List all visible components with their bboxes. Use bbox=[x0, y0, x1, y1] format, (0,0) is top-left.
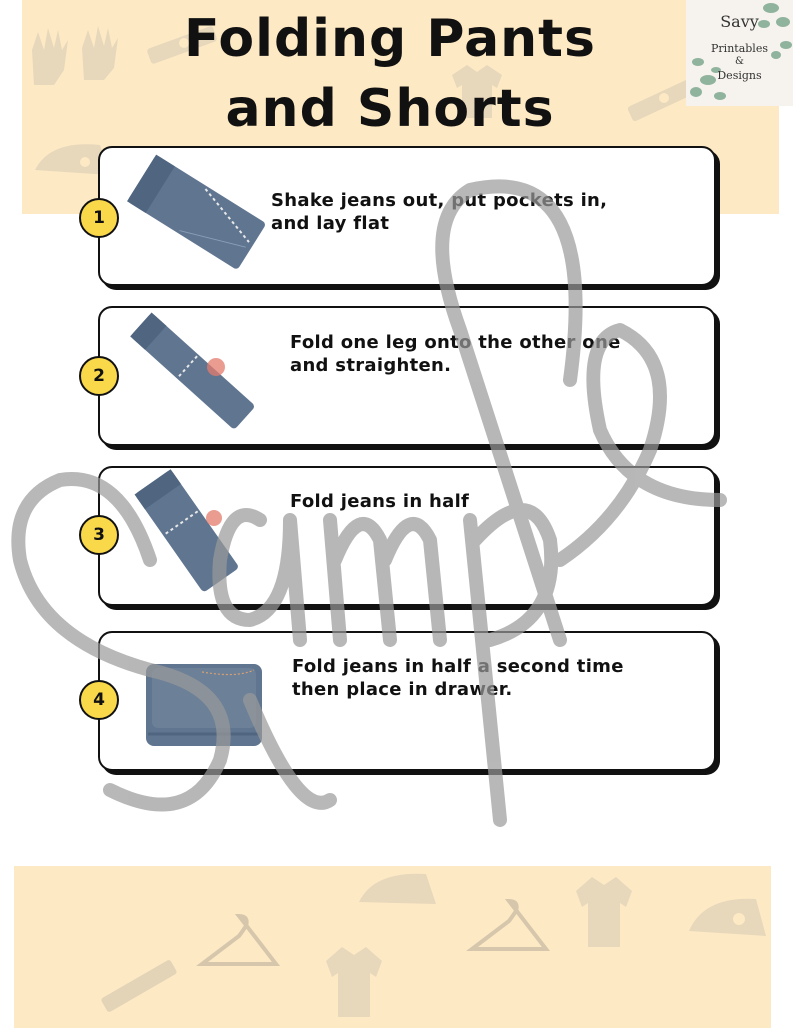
logo-line-3: & bbox=[735, 56, 744, 67]
title-line-1: Folding Pants bbox=[184, 9, 596, 69]
logo-line-4: Designs bbox=[717, 69, 762, 82]
jeans-laid-flat-icon bbox=[122, 150, 272, 275]
step-1-text bbox=[271, 189, 607, 235]
step-1-text-line-2: and lay flat bbox=[271, 213, 390, 234]
step-4-text-line-1: Fold jeans in half a second time bbox=[292, 656, 624, 677]
step-3-number: 3 bbox=[79, 515, 119, 555]
brand-logo bbox=[686, 0, 793, 106]
step-4-number: 4 bbox=[79, 680, 119, 720]
glove-icon bbox=[24, 20, 134, 90]
step-2-number: 2 bbox=[79, 356, 119, 396]
page-title bbox=[130, 4, 650, 144]
step-1-text-line-1: Shake jeans out, put pockets in, bbox=[271, 190, 608, 211]
step-4-text bbox=[292, 655, 624, 701]
title-line-2: and Shorts bbox=[225, 79, 555, 139]
step-2-text-line-2: and straighten. bbox=[290, 355, 452, 376]
step-1-number: 1 bbox=[79, 198, 119, 238]
jeans-stack-icon bbox=[142, 658, 267, 750]
hanger-icon bbox=[194, 906, 284, 976]
shirt-icon bbox=[564, 871, 644, 951]
iron-icon bbox=[354, 866, 444, 906]
shirt-icon bbox=[314, 941, 394, 1021]
step-3-text-line-1: Fold jeans in half bbox=[290, 491, 470, 512]
step-3-text bbox=[290, 490, 469, 513]
logo-line-1: Savy bbox=[720, 12, 759, 31]
clothespin-icon bbox=[94, 956, 184, 1016]
jeans-half-folded-icon bbox=[122, 466, 252, 596]
iron-icon bbox=[684, 881, 771, 951]
hanger-icon bbox=[464, 891, 554, 961]
jeans-leg-folded-icon bbox=[118, 305, 263, 435]
step-2-text-line-1: Fold one leg onto the other one bbox=[290, 332, 621, 353]
footer-background bbox=[14, 866, 771, 1028]
step-4-text-line-2: then place in drawer. bbox=[292, 679, 513, 700]
step-2-text bbox=[290, 331, 621, 377]
logo-line-2: Printables bbox=[711, 42, 768, 55]
